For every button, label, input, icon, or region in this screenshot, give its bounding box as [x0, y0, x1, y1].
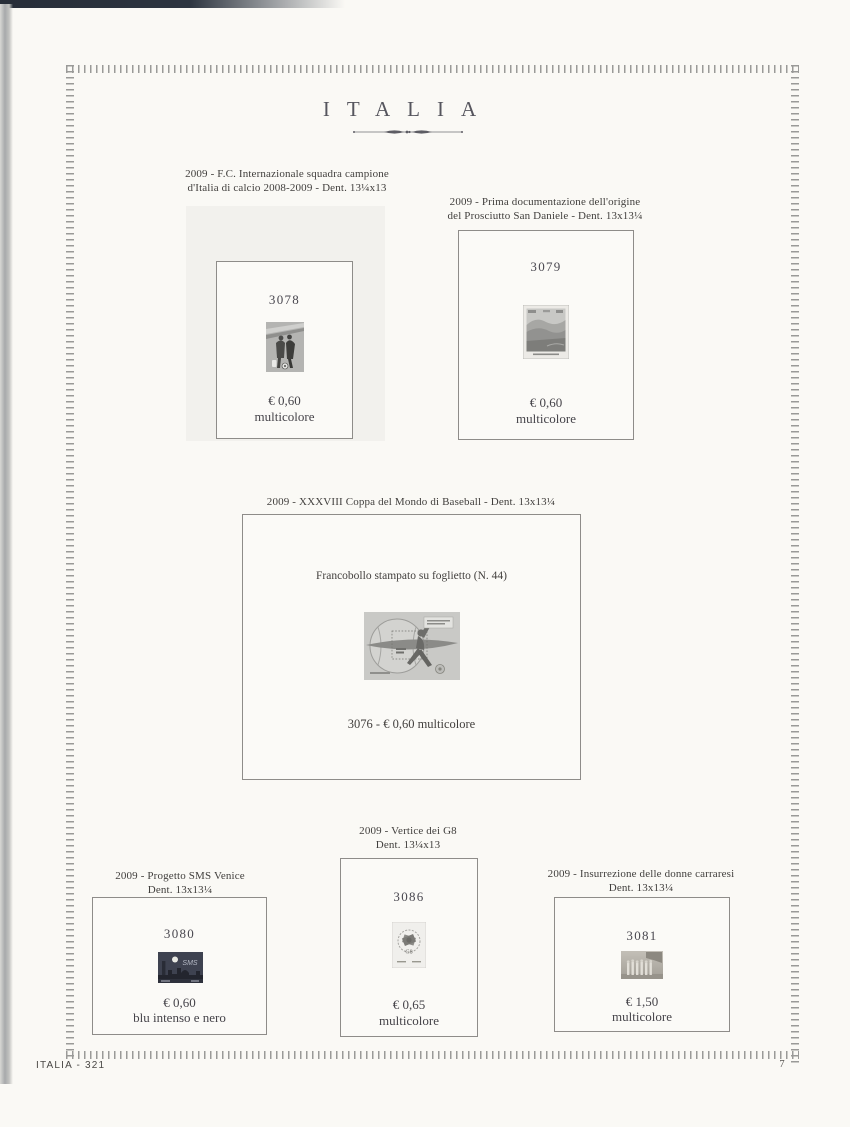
- page-border-top: [66, 65, 799, 73]
- catalog-number-3080: 3080: [163, 926, 196, 941]
- caption-3078: [157, 168, 417, 195]
- football-players-stamp-icon: [266, 322, 304, 372]
- page-border-bottom: [66, 1051, 799, 1059]
- page-title: ITALIA: [322, 97, 494, 121]
- san-daniele-hills-stamp-icon: [523, 305, 569, 359]
- stamp-value-3078: € 0,60: [268, 393, 301, 408]
- caption-3081: [531, 868, 751, 895]
- stamp-box-3079: [458, 230, 634, 440]
- caption-line-1: 2009 - XXXVIII Coppa del Mondo di Baseball - Dent. 13x13¼: [266, 496, 556, 508]
- stamp-color-3081: multicolore: [612, 1009, 672, 1024]
- scan-edge-top: [0, 0, 345, 8]
- stamp-box-3080: [92, 897, 267, 1035]
- title-flourish-ornament: [350, 126, 466, 138]
- stamp-color-3078: multicolore: [254, 409, 315, 424]
- caption-line-2: del Prosciutto San Daniele - Dent. 13x13¼: [447, 209, 643, 222]
- caption-3086: [328, 825, 488, 852]
- caption-line-1: 2009 - Insurrezione delle donne carraresi: [547, 868, 735, 880]
- caption-line-1: 2009 - Prima documentazione dell'origine: [449, 196, 641, 208]
- caption-line-2: d'Italia di calcio 2008-2009 - Dent. 13¼x13: [187, 181, 387, 194]
- caption-3076: [241, 496, 581, 510]
- stamp-color-3086: multicolore: [379, 1013, 439, 1028]
- stamp-box-3086: [340, 858, 478, 1037]
- album-series-label: ITALIA - 321: [36, 1060, 106, 1071]
- caption-line-1: 2009 - Vertice dei G8: [359, 825, 457, 837]
- g8-summit-emblem-stamp-icon: [392, 922, 426, 968]
- caption-3079: [415, 196, 675, 223]
- catalog-number-3079: 3079: [530, 259, 562, 274]
- catalog-number-3086: 3086: [393, 889, 425, 904]
- sheet-box-3076: [242, 514, 581, 780]
- stamp-box-3078: [216, 261, 353, 439]
- stamp-value-3081: € 1,50: [625, 994, 659, 1009]
- venice-night-sms-stamp-icon: [158, 952, 203, 983]
- page-border-right: [791, 65, 799, 1063]
- stamp-value-3086: € 0,65: [392, 997, 426, 1012]
- svg-text:G8: G8: [405, 949, 413, 956]
- caption-line-2: Dent. 13x13¼: [147, 883, 213, 896]
- caption-3080: [80, 870, 280, 897]
- caption-line-2: Dent. 13x13¼: [608, 881, 674, 894]
- stamp-box-3081: [554, 897, 730, 1032]
- caption-line-1: 2009 - F.C. Internazionale squadra campione: [185, 168, 389, 180]
- stamp-color-3080: blu intenso e nero: [133, 1010, 226, 1025]
- page-number: 7: [779, 1059, 785, 1070]
- caption-line-2: Dent. 13¼x13: [375, 838, 441, 851]
- stamp-value-3080: € 0,60: [163, 995, 196, 1010]
- sheet-value-line-3076: 3076 - € 0,60 multicolore: [347, 717, 476, 731]
- stamp-value-3079: € 0,60: [529, 395, 563, 410]
- stamp-color-3079: multicolore: [516, 411, 576, 426]
- carrara-women-uprising-stamp-icon: [621, 951, 663, 979]
- scan-edge-left: [0, 4, 13, 1084]
- caption-line-1: 2009 - Progetto SMS Venice: [115, 870, 245, 882]
- baseball-souvenir-sheet-icon: [364, 612, 460, 680]
- catalog-number-3078: 3078: [268, 292, 301, 307]
- catalog-number-3081: 3081: [626, 928, 658, 943]
- svg-text:SMS: SMS: [181, 960, 198, 967]
- sheet-note-3076: Francobollo stampato su foglietto (N. 44): [316, 570, 507, 582]
- page-border-left: [66, 65, 74, 1059]
